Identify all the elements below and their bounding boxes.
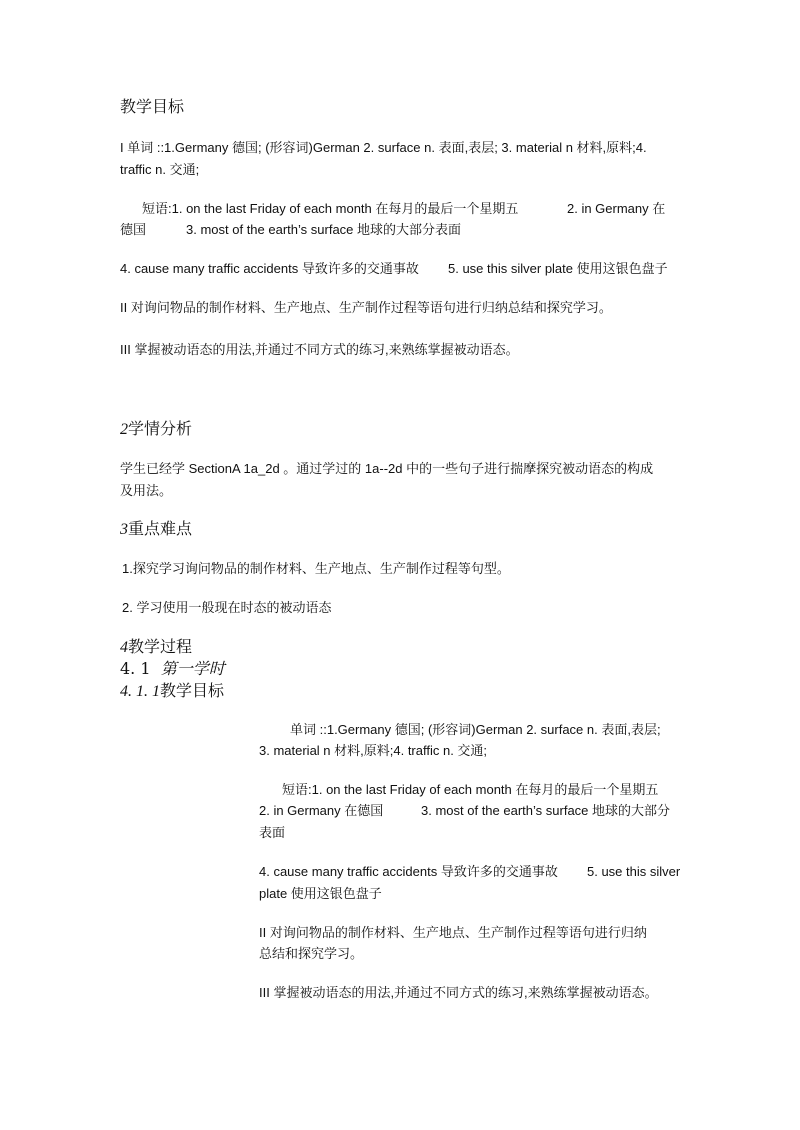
subsection-4-1-title: 第一学时 (160, 659, 225, 678)
key-point-2: 2. 学习使用一般现在时态的被动语态 (122, 600, 332, 615)
subsection-4-1-number: 4. 1 (120, 659, 151, 678)
phrases-line-3a: 4. cause many traffic accidents 导致许多的交通事故 (120, 261, 419, 276)
section3-title: 重点难点 (128, 519, 193, 538)
subsection-4-1-1-title: 教学目标 (160, 681, 225, 700)
s4-phrases-line-5: plate 使用这银色盘子 (259, 886, 382, 901)
section3-number: 3 (120, 521, 128, 538)
phrases-line-3b: 5. use this silver plate 使用这银色盘子 (448, 261, 668, 276)
words-line-2: traffic n. 交通; (120, 162, 200, 177)
s4-phrases-line-4a: 4. cause many traffic accidents 导致许多的交通事故 (259, 864, 558, 879)
s4-phrases-line-4b: 5. use this silver (587, 864, 681, 879)
key-point-1: 1.探究学习询问物品的制作材料、生产地点、生产制作过程等句型。 (122, 561, 510, 576)
s4-goal-2-line-1: II 对询问物品的制作材料、生产地点、生产制作过程等语句进行归纳 (259, 925, 647, 940)
analysis-line-2: 及用法。 (120, 483, 173, 498)
s4-goal-3: III 掌握被动语态的用法,并通过不同方式的练习,来熟练掌握被动语态。 (259, 985, 658, 1000)
section4-heading (120, 636, 192, 659)
s4-phrases-line-3: 表面 (259, 825, 286, 840)
s4-phrases-line-2b: 3. most of the earth’s surface 地球的大部分 (421, 803, 671, 818)
s4-phrases-line-1: 短语:1. on the last Friday of each month 在每月的最后一个星期五 (282, 782, 659, 797)
section1-heading: 教学目标 (120, 97, 185, 116)
s4-words-line-2: 3. material n 材料,原料;4. traffic n. 交通; (259, 743, 488, 758)
phrases-line-2a: 德国 (120, 222, 147, 237)
phrases-line-2b: 3. most of the earth’s surface 地球的大部分表面 (186, 222, 462, 237)
s4-goal-2-line-2: 总结和探究学习。 (259, 946, 364, 961)
phrases-line-1b: 2. in Germany 在 (567, 201, 666, 216)
section3-heading (120, 518, 192, 541)
goal-3: III 掌握被动语态的用法,并通过不同方式的练习,来熟练掌握被动语态。 (120, 342, 519, 357)
words-line-1: I 单词 ::1.Germany 德国; (形容词)German 2. surface n. 表面,表层; 3. material n 材料,原料;4. (120, 140, 647, 155)
section2-number: 2 (120, 421, 128, 438)
section4-title: 教学过程 (128, 637, 193, 656)
section2-title: 学情分析 (128, 419, 193, 438)
subsection-4-1 (120, 658, 225, 680)
analysis-line-1: 学生已经学 SectionA 1a_2d 。通过学过的 1a--2d 中的一些句子进行揣摩探究被动语态的构成 (120, 461, 654, 476)
s4-words-line-1: 单词 ::1.Germany 德国; (形容词)German 2. surface n. 表面,表层; (290, 722, 661, 737)
goal-2: II 对询问物品的制作材料、生产地点、生产制作过程等语句进行归纳总结和探究学习。 (120, 300, 612, 315)
section4-number: 4 (120, 639, 128, 656)
phrases-line-1a: 短语:1. on the last Friday of each month 在每月的最后一个星期五 (142, 201, 519, 216)
section2-heading (120, 418, 192, 441)
subsection-4-1-1-number: 4. 1. 1 (120, 683, 160, 700)
subsection-4-1-1 (120, 680, 224, 703)
s4-phrases-line-2a: 2. in Germany 在德国 (259, 803, 384, 818)
